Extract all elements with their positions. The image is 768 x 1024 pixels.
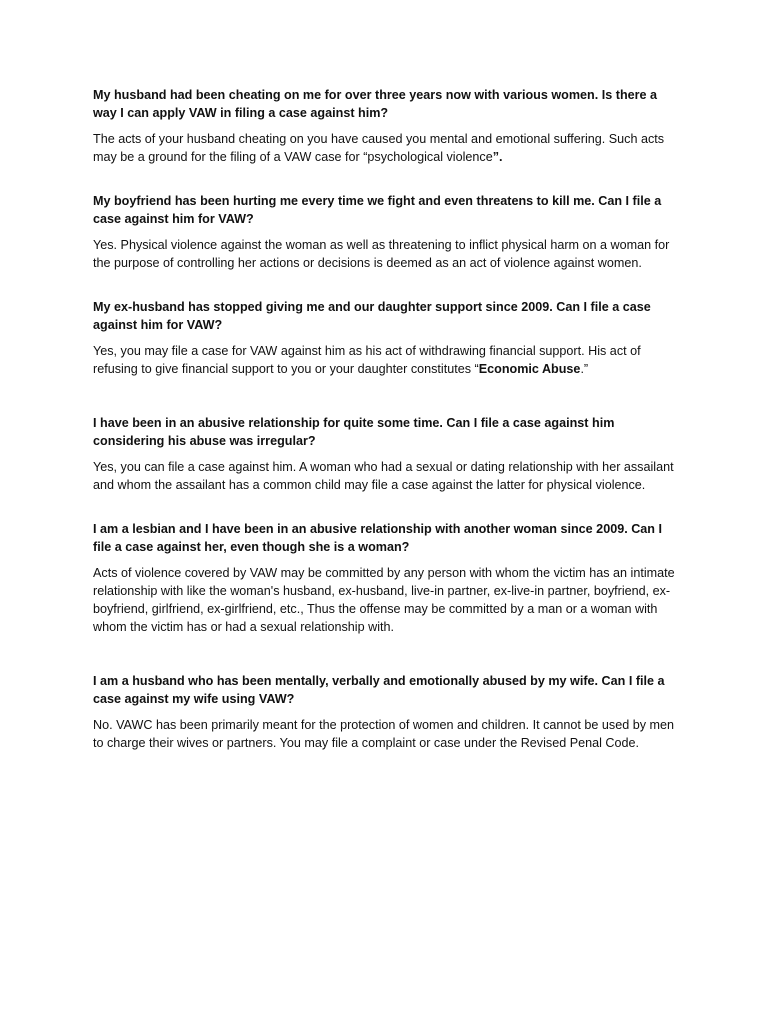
answer-1-text: The acts of your husband cheating on you have caused you mental and emotional suffering. Such acts may be a ground for the filing of a VAW case for “psychological violence bbox=[93, 132, 665, 164]
answer-3-emphasis: Economic Abuse bbox=[478, 362, 581, 376]
answer-3-text: Yes, you may file a case for VAW against him as his act of withdrawing financial support. His act of refusing to give financial support to you or your daughter constitutes “ bbox=[93, 344, 641, 376]
answer-4: Yes, you can file a case against him. A woman who had a sexual or dating relationship with her assailant and whom the assailant has a common child may file a case against the latter for physical violence. bbox=[93, 460, 674, 492]
question-5: I am a lesbian and I have been in an abusive relationship with another woman since 2009. Can I file a case against her, even though she is a woman? bbox=[93, 522, 662, 554]
answer-1 bbox=[93, 130, 683, 166]
answer-2: Yes. Physical violence against the woman as well as threatening to inflict physical harm on a woman for the purpose of controlling her actions or decisions is deemed as an act of violence against women. bbox=[93, 238, 670, 270]
document-page bbox=[93, 86, 683, 752]
question-4: I have been in an abusive relationship for quite some time. Can I file a case against him considering his abuse was irregular? bbox=[93, 416, 615, 448]
qa-item-4 bbox=[93, 414, 683, 494]
answer-5: Acts of violence covered by VAW may be committed by any person with whom the victim has an intimate relationship with like the woman's husband, ex-husband, live-in partner, ex-live-in partner, boyfriend, ex-boyfriend, girlfriend, ex-girlfriend, etc., Thus the offense may be committed by a man or a woman with whom the victim has or had a sexual relationship with. bbox=[93, 566, 675, 634]
question-1: My husband had been cheating on me for over three years now with various women. Is there a way I can apply VAW in filing a case against him? bbox=[93, 88, 658, 120]
question-2: My boyfriend has been hurting me every time we fight and even threatens to kill me. Can I file a case against him for VAW? bbox=[93, 194, 662, 226]
qa-item-6 bbox=[93, 672, 683, 752]
spacer bbox=[93, 378, 683, 414]
question-3: My ex-husband has stopped giving me and our daughter support since 2009. Can I file a case against him for VAW? bbox=[93, 300, 651, 332]
answer-1-closing-quote: ”. bbox=[492, 150, 503, 164]
spacer bbox=[93, 636, 683, 672]
qa-item-5 bbox=[93, 520, 683, 636]
spacer bbox=[93, 494, 683, 520]
qa-item-3 bbox=[93, 298, 683, 378]
qa-item-1 bbox=[93, 86, 683, 166]
spacer bbox=[93, 166, 683, 192]
answer-3-closing: .” bbox=[580, 362, 589, 376]
question-6: I am a husband who has been mentally, verbally and emotionally abused by my wife. Can I file a case against my wife using VAW? bbox=[93, 674, 665, 706]
answer-6: No. VAWC has been primarily meant for the protection of women and children. It cannot be used by men to charge their wives or partners. You may file a complaint or case under the Revised Penal Code. bbox=[93, 718, 675, 750]
spacer bbox=[93, 272, 683, 298]
qa-item-2 bbox=[93, 192, 683, 272]
answer-3 bbox=[93, 342, 683, 378]
